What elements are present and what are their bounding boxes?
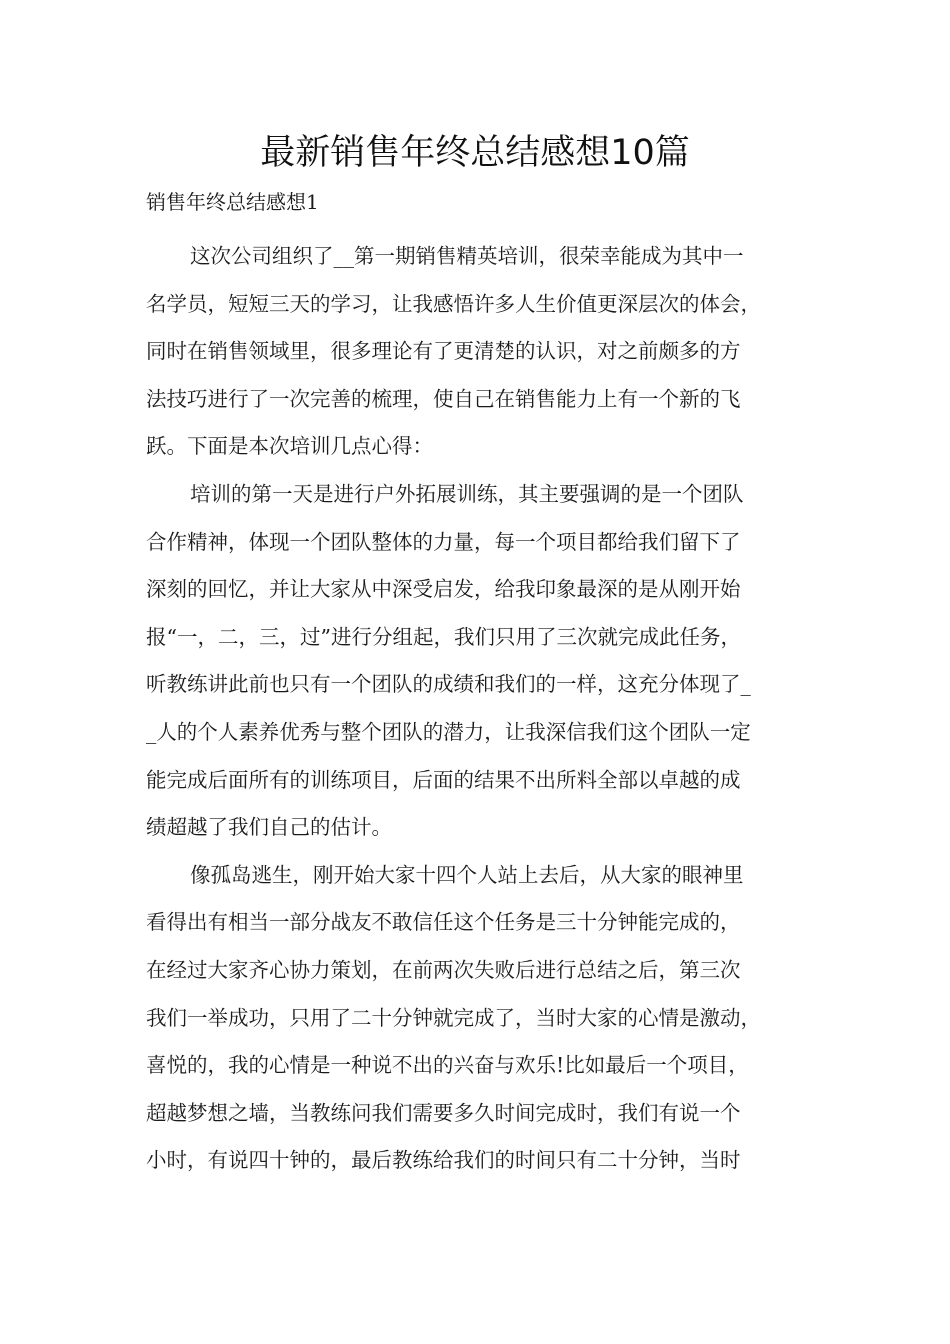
text-line: 同时在销售领域里，很多理论有了更清楚的认识，对之前颇多的方 [146,339,741,364]
paragraph [146,852,826,1185]
paragraph [146,471,826,852]
text-line: 在经过大家齐心协力策划，在前两次失败后进行总结之后，第三次 [146,957,741,982]
text-line: 绩超越了我们自己的估计。 [146,815,392,840]
text-line: 像孤岛逃生，刚开始大家十四个人站上去后，从大家的眼神里 [190,862,744,887]
text-line: 合作精神，体现一个团队整体的力量，每一个项目都给我们留下了 [146,529,741,554]
text-line: 报“一，二，三，过”进行分组起，我们只用了三次就完成此任务， [146,624,741,649]
document-title: 最新销售年终总结感想10篇 [260,133,690,173]
section-heading: 销售年终总结感想1 [146,190,319,214]
text-line: 我们一举成功，只用了二十分钟就完成了，当时大家的心情是激动， [146,1005,761,1030]
document-body [146,233,826,1185]
text-line: 听教练讲此前也只有一个团队的成绩和我们的一样，这充分体现了_ [146,672,751,697]
text-line: 超越梦想之墙，当教练问我们需要多久时间完成时，我们有说一个 [146,1100,741,1125]
text-line: 小时，有说四十钟的，最后教练给我们的时间只有二十分钟，当时 [146,1148,741,1173]
text-line: 看得出有相当一部分战友不敢信任这个任务是三十分钟能完成的， [146,910,741,935]
text-line: 这次公司组织了__第一期销售精英培训，很荣幸能成为其中一 [190,244,744,268]
text-line: 名学员，短短三天的学习，让我感悟许多人生价值更深层次的体会， [146,291,761,316]
text-line: 跃。下面是本次培训几点心得： [146,434,433,459]
text-line: 培训的第一天是进行户外拓展训练，其主要强调的是一个团队 [190,481,744,506]
text-line: 能完成后面所有的训练项目，后面的结果不出所料全部以卓越的成 [146,767,741,792]
text-line: 深刻的回忆，并让大家从中深受启发，给我印象最深的是从刚开始 [146,577,741,602]
paragraph [146,233,826,471]
text-line: 喜悦的，我的心情是一种说不出的兴奋与欢乐!比如最后一个项目， [146,1053,749,1078]
text-line: 法技巧进行了一次完善的梳理，使自己在销售能力上有一个新的飞 [146,386,741,411]
text-line: _人的个人素养优秀与整个团队的潜力，让我深信我们这个团队一定 [146,719,751,744]
